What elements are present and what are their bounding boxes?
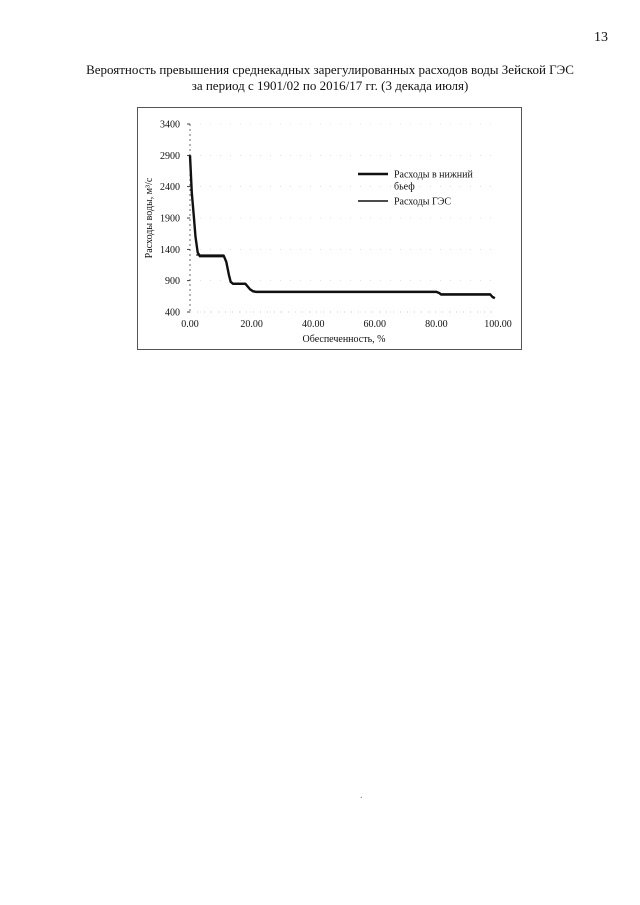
series-line-2 [196,255,495,298]
y-tick-label: 400 [165,307,180,319]
legend [358,170,473,208]
page-title [40,62,620,94]
x-tick-label: 80.00 [425,319,448,330]
y-tick-label: 1900 [160,213,180,225]
title-line-2: за период с 1901/02 по 2016/17 гг. (3 декада июля) [191,78,469,93]
y-tick-label: 2400 [160,182,180,194]
title-line-1: Вероятность превышения среднекадных зарегулированных расходов воды Зейской ГЭС [86,62,574,77]
y-tick-label: 2900 [160,150,180,162]
y-tick-label: 3400 [160,119,180,131]
page-number: 13 [594,30,608,45]
footer-mark: . [360,790,363,801]
x-axis-title: Обеспеченность, % [302,334,386,345]
y-axis-title: Расходы воды, м³/с [144,177,155,259]
y-axis [160,120,190,319]
legend-label-2: Расходы ГЭС [394,196,451,208]
legend-label-1: Расходы в нижний бьеф [394,169,473,193]
x-tick-label: 20.00 [240,319,263,330]
x-tick-label: 40.00 [301,319,325,330]
chart-frame [137,107,522,350]
x-tick-label: 0.00 [181,319,199,330]
line-chart [138,108,523,351]
y-tick-label: 900 [165,276,180,288]
x-tick-label: 100.00 [484,319,512,330]
x-axis [181,312,512,330]
x-tick-label: 60.00 [363,319,387,330]
y-tick-label: 1400 [160,244,180,256]
